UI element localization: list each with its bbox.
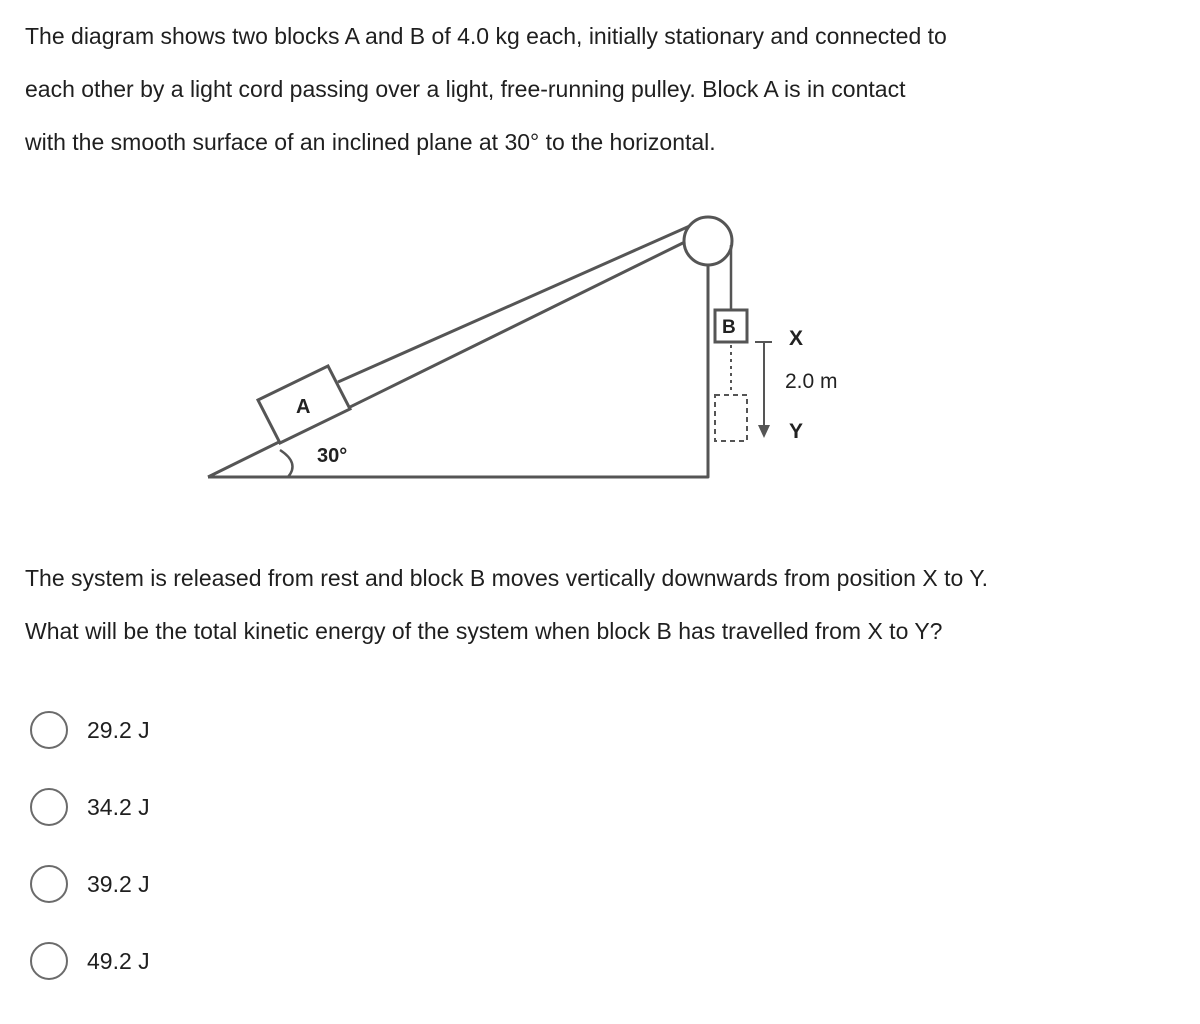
answer-option[interactable] [30,864,150,904]
angle-arc [280,450,293,477]
option-label: 49.2 J [87,947,150,974]
intro-line-2: each other by a light cord passing over a light, free-running pulley. Block A is in contact [25,76,906,102]
option-label: 29.2 J [87,716,150,743]
position-y-label: Y [789,420,804,443]
position-x-label: X [789,327,804,350]
radio-button[interactable] [30,942,68,980]
stem-line-2: What will be the total kinetic energy of the system when block B has travelled from X to Y? [25,618,943,644]
radio-button[interactable] [30,788,68,826]
angle-label: 30° [317,445,348,467]
pulley [684,217,732,265]
block-a-label: A [296,396,311,418]
question-intro [25,10,1175,169]
question-stem [25,552,1175,658]
cord-slope [338,217,710,382]
inclined-plane-diagram [200,205,880,495]
option-label: 34.2 J [87,793,150,820]
stem-line-1: The system is released from rest and block B moves vertically downwards from position X to Y. [25,565,988,591]
answer-option[interactable] [30,787,150,827]
intro-line-3: with the smooth surface of an inclined plane at 30° to the horizontal. [25,129,716,155]
answer-option[interactable] [30,941,150,981]
block-b-label: B [722,317,736,338]
block-b-final-position [715,395,747,441]
intro-line-1: The diagram shows two blocks A and B of 4.0 kg each, initially stationary and connected to [25,23,947,49]
measure-arrowhead [758,425,770,438]
radio-button[interactable] [30,865,68,903]
radio-button[interactable] [30,711,68,749]
distance-label: 2.0 m [785,370,838,393]
answer-option[interactable] [30,710,150,750]
option-label: 39.2 J [87,870,150,897]
